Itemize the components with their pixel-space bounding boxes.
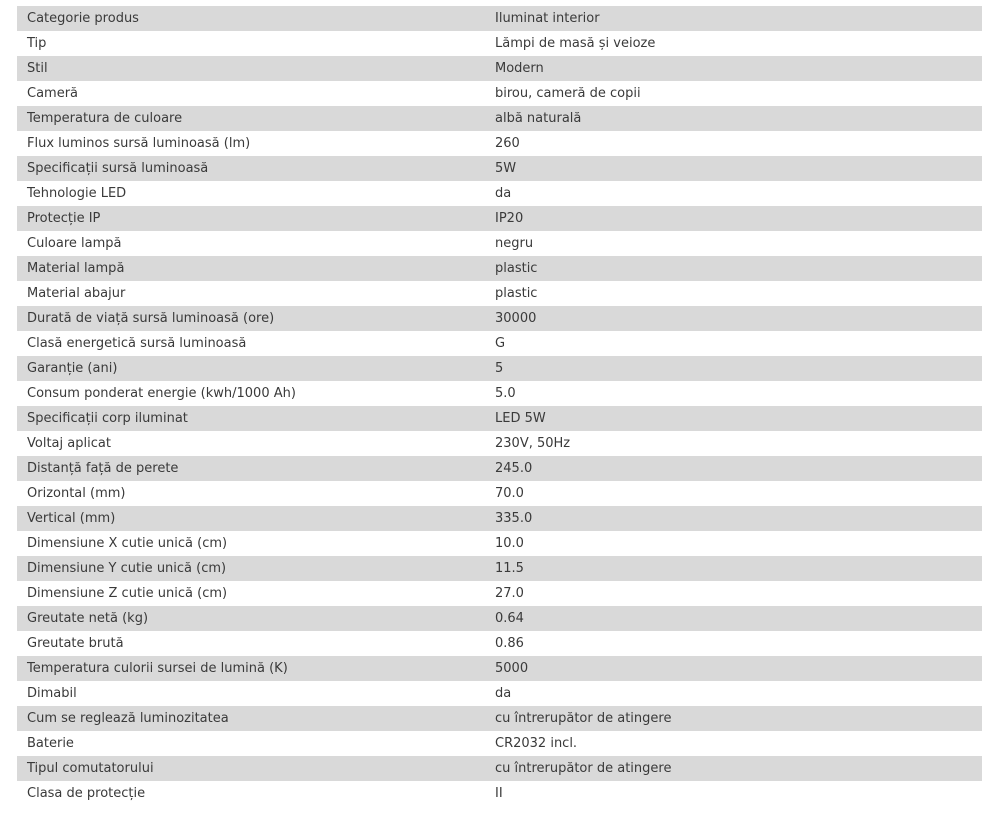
spec-row (17, 231, 982, 256)
spec-label: Clasa de protecție (27, 786, 146, 801)
spec-row (17, 731, 982, 756)
spec-row (17, 381, 982, 406)
spec-label: Specificații corp iluminat (27, 411, 188, 426)
spec-row (17, 556, 982, 581)
spec-value: 0.64 (495, 611, 524, 626)
spec-label: Dimensiune Z cutie unică (cm) (27, 586, 228, 601)
spec-row (17, 6, 982, 31)
spec-value: 27.0 (495, 586, 524, 601)
spec-row (17, 56, 982, 81)
spec-row (17, 431, 982, 456)
spec-row (17, 31, 982, 56)
spec-value: albă naturală (495, 111, 582, 126)
specifications-table (17, 6, 982, 806)
spec-label: Tehnologie LED (27, 186, 127, 201)
spec-row (17, 81, 982, 106)
spec-value: 335.0 (495, 511, 533, 526)
spec-label: Temperatura culorii sursei de lumină (K) (27, 661, 288, 676)
spec-row (17, 181, 982, 206)
spec-row (17, 406, 982, 431)
spec-label: Garanție (ani) (27, 361, 118, 376)
spec-value: IP20 (495, 211, 524, 226)
spec-value: cu întrerupător de atingere (495, 711, 672, 726)
spec-row (17, 281, 982, 306)
spec-row (17, 156, 982, 181)
spec-label: Categorie produs (27, 11, 139, 26)
spec-row (17, 331, 982, 356)
spec-row (17, 631, 982, 656)
spec-row (17, 131, 982, 156)
spec-label: Cum se reglează luminozitatea (27, 711, 229, 726)
spec-row (17, 456, 982, 481)
spec-label: Stil (27, 61, 48, 76)
spec-value: 5 (495, 361, 504, 376)
spec-label: Material abajur (27, 286, 126, 301)
spec-label: Protecție IP (27, 211, 101, 226)
spec-row (17, 606, 982, 631)
spec-row (17, 506, 982, 531)
spec-label: Tip (27, 36, 47, 51)
spec-value: Iluminat interior (495, 11, 600, 26)
spec-label: Voltaj aplicat (27, 436, 111, 451)
spec-row (17, 781, 982, 806)
spec-row (17, 106, 982, 131)
spec-label: Greutate netă (kg) (27, 611, 149, 626)
spec-value: cu întrerupător de atingere (495, 761, 672, 776)
spec-label: Orizontal (mm) (27, 486, 126, 501)
spec-value: 5W (495, 161, 517, 176)
spec-row (17, 256, 982, 281)
spec-label: Dimabil (27, 686, 77, 701)
spec-row (17, 206, 982, 231)
spec-value: da (495, 186, 512, 201)
spec-label: Consum ponderat energie (kwh/1000 Ah) (27, 386, 296, 401)
spec-value: Modern (495, 61, 544, 76)
spec-label: Vertical (mm) (27, 511, 116, 526)
spec-value: da (495, 686, 512, 701)
spec-row (17, 681, 982, 706)
spec-row (17, 356, 982, 381)
spec-label: Dimensiune Y cutie unică (cm) (27, 561, 227, 576)
spec-label: Culoare lampă (27, 236, 122, 251)
spec-label: Baterie (27, 736, 74, 751)
spec-value: negru (495, 236, 534, 251)
spec-value: 260 (495, 136, 520, 151)
spec-label: Material lampă (27, 261, 125, 276)
spec-value: CR2032 incl. (495, 736, 578, 751)
spec-value: 5.0 (495, 386, 516, 401)
spec-label: Specificații sursă luminoasă (27, 161, 209, 176)
spec-label: Tipul comutatorului (27, 761, 154, 776)
spec-row (17, 306, 982, 331)
spec-row (17, 481, 982, 506)
spec-value: 11.5 (495, 561, 524, 576)
specifications-body (17, 6, 982, 806)
spec-value: 245.0 (495, 461, 533, 476)
spec-label: Distanță față de perete (27, 461, 179, 476)
spec-label: Durată de viață sursă luminoasă (ore) (27, 311, 275, 326)
spec-value: LED 5W (495, 411, 546, 426)
spec-value: 0.86 (495, 636, 524, 651)
spec-value: 70.0 (495, 486, 524, 501)
spec-label: Greutate brută (27, 636, 124, 651)
spec-row (17, 581, 982, 606)
spec-value: Lămpi de masă și veioze (495, 36, 656, 51)
spec-value: G (495, 336, 506, 351)
spec-label: Flux luminos sursă luminoasă (lm) (27, 136, 251, 151)
spec-value: 5000 (495, 661, 529, 676)
spec-label: Clasă energetică sursă luminoasă (27, 336, 247, 351)
spec-row (17, 531, 982, 556)
spec-label: Temperatura de culoare (27, 111, 183, 126)
spec-row (17, 656, 982, 681)
spec-value: 230V, 50Hz (495, 436, 571, 451)
spec-label: Cameră (27, 86, 79, 101)
spec-value: plastic (495, 286, 538, 301)
spec-value: 30000 (495, 311, 537, 326)
spec-value: plastic (495, 261, 538, 276)
spec-value: birou, cameră de copii (495, 86, 641, 101)
spec-value: II (495, 786, 503, 801)
spec-row (17, 706, 982, 731)
spec-row (17, 756, 982, 781)
spec-value: 10.0 (495, 536, 524, 551)
spec-label: Dimensiune X cutie unică (cm) (27, 536, 228, 551)
